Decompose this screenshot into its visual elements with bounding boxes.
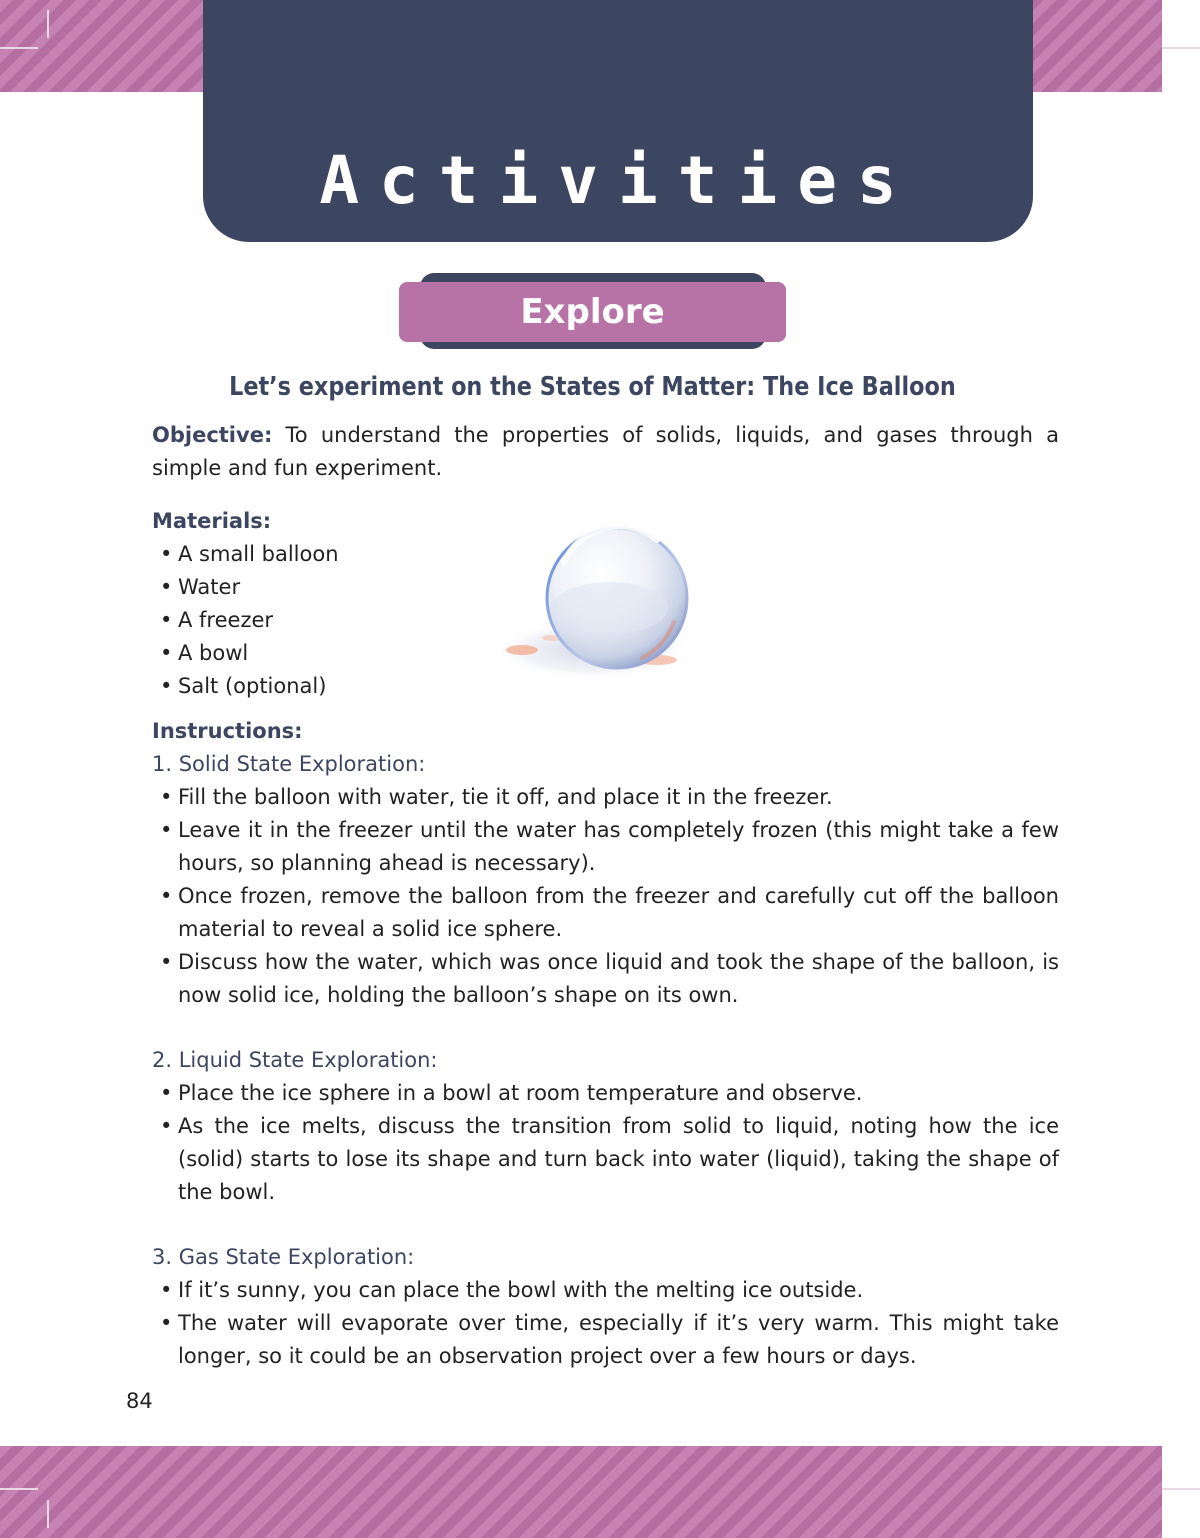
section-heading-solid: 1. Solid State Exploration: [152,752,426,776]
list-item: • Place the ice sphere in a bowl at room temperature and observe. [152,1077,1059,1110]
crop-mark [1162,47,1200,49]
ice-sphere-icon [492,510,702,690]
materials-label: Materials: [152,509,272,533]
page-title: Activities [319,142,917,219]
list-item: • Discuss how the water, which was once liquid and took the shape of the balloon, is now solid ice, holding the balloon’s shape on its own. [152,946,1059,1012]
crop-mark [0,1488,38,1490]
section-heading-liquid: 2. Liquid State Exploration: [152,1048,438,1072]
liquid-steps-list [152,1077,1059,1209]
header-panel [203,0,1033,242]
crop-mark [47,10,49,38]
crop-mark [1162,1488,1200,1490]
list-item: • Fill the balloon with water, tie it off, and place it in the freezer. [152,781,1059,814]
objective-paragraph [152,419,1059,485]
list-item: • A small balloon [152,538,1059,571]
gas-steps-list [152,1274,1059,1373]
list-item: • As the ice melts, discuss the transition from solid to liquid, noting how the ice (solid) starts to lose its shape and turn back into water (liquid), taking the shape of the bowl. [152,1110,1059,1209]
activity-subtitle: Let’s experiment on the States of Matter: The Ice Balloon [229,372,956,402]
ice-sphere-image [492,510,702,690]
bottom-decorative-stripe [0,1446,1162,1538]
list-item: • A freezer [152,604,1059,637]
solid-steps-list [152,781,1059,1012]
instructions-label: Instructions: [152,719,303,743]
list-item: • If it’s sunny, you can place the bowl with the melting ice outside. [152,1274,1059,1307]
objective-label: Objective: [152,423,273,447]
list-item: • Leave it in the freezer until the water has completely frozen (this might take a few hours, so planning ahead is necessary). [152,814,1059,880]
list-item: • The water will evaporate over time, especially if it’s very warm. This might take longer, so it could be an observation project over a few hours or days. [152,1307,1059,1373]
list-item: • Salt (optional) [152,670,1059,703]
crop-mark [0,47,38,49]
page-number: 84 [126,1389,153,1413]
crop-mark [47,1500,49,1528]
list-item: • A bowl [152,637,1059,670]
list-item: • Once frozen, remove the balloon from the freezer and carefully cut off the balloon material to reveal a solid ice sphere. [152,880,1059,946]
section-heading-gas: 3. Gas State Exploration: [152,1245,415,1269]
list-item: • Water [152,571,1059,604]
explore-badge: Explore [399,282,786,342]
objective-text: To understand the properties of solids, liquids, and gases through a simple and fun experiment. [152,423,1059,480]
